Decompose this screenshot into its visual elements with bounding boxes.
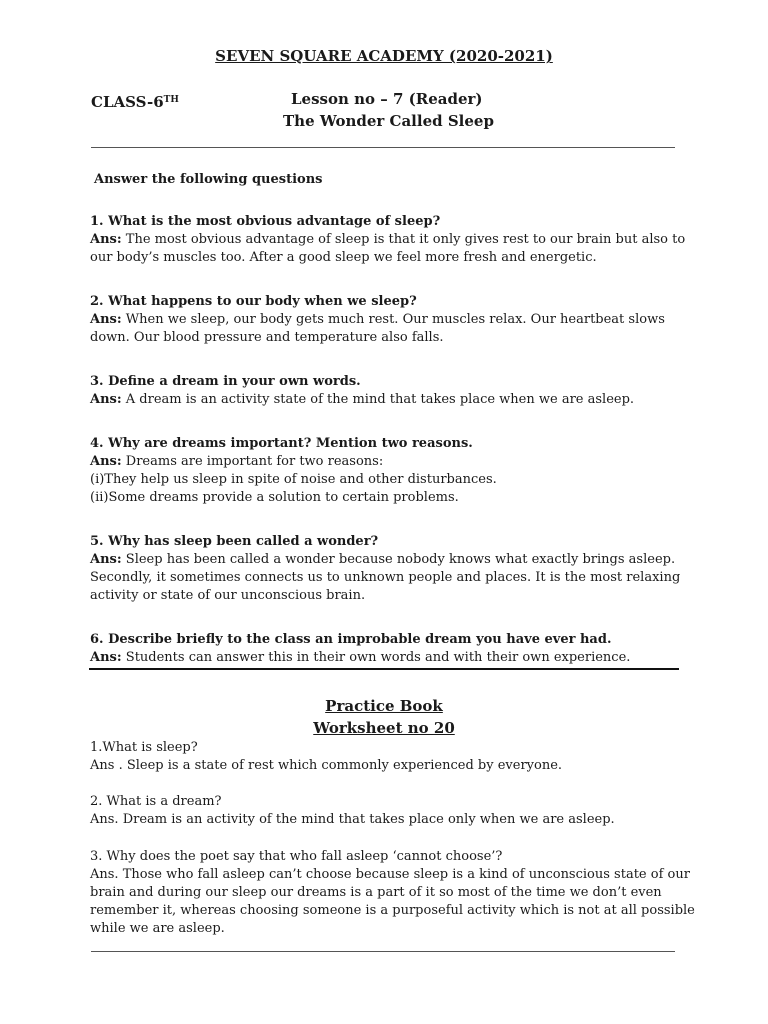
question: 1.What is sleep? <box>90 740 198 755</box>
lesson-number: Lesson no – 7 (Reader) <box>291 90 483 108</box>
qa-item <box>90 848 695 938</box>
worksheet-title: Worksheet no 20 <box>313 719 455 737</box>
question: 3. Why does the poet say that who fall asleep ‘cannot choose’? <box>90 849 503 864</box>
answer-line: (i)They help us sleep in spite of noise and other disturbances. <box>90 472 497 487</box>
qa-item <box>90 213 690 267</box>
answer-line: our body’s muscles too. After a good sleep we feel more fresh and energetic. <box>90 250 597 265</box>
practice-book-title: Practice Book <box>325 697 443 715</box>
question: 4. Why are dreams important? Mention two reasons. <box>90 436 473 451</box>
answer-line: Ans: A dream is an activity state of the mind that takes place when we are asleep. <box>90 392 635 407</box>
answer-line: remember it, whereas choosing someone is a purposeful activity which is not at all possible <box>90 903 695 918</box>
answer-line: Ans: The most obvious advantage of sleep is that it only gives rest to our brain but also to <box>90 232 686 247</box>
lesson-title: The Wonder Called Sleep <box>283 112 494 130</box>
answer-line: Ans . Sleep is a state of rest which commonly experienced by everyone. <box>90 758 563 773</box>
answer-line: (ii)Some dreams provide a solution to certain problems. <box>90 490 459 505</box>
divider <box>91 951 675 952</box>
question: 3. Define a dream in your own words. <box>90 374 361 389</box>
qa-item <box>90 739 690 775</box>
question: 1. What is the most obvious advantage of sleep? <box>90 214 441 229</box>
school-title: SEVEN SQUARE ACADEMY (2020-2021) <box>215 47 553 65</box>
qa-item <box>90 631 690 667</box>
qa-item <box>90 533 690 605</box>
answer-line: Ans. Those who fall asleep can’t choose because sleep is a kind of unconscious state of our <box>90 867 690 882</box>
answer-line: Ans: Students can answer this in their own words and with their own experience. <box>90 650 631 665</box>
answer-line: Ans: Dreams are important for two reasons: <box>90 454 384 469</box>
qa-item <box>90 293 690 347</box>
instruction: Answer the following questions <box>94 172 323 187</box>
question: 2. What happens to our body when we sleep? <box>90 294 417 309</box>
divider <box>91 147 675 148</box>
answer-line: Ans: Sleep has been called a wonder because nobody knows what exactly brings asleep. <box>90 552 676 567</box>
qa-item <box>90 435 690 507</box>
answer-line: Ans. Dream is an activity of the mind that takes place only when we are asleep. <box>90 812 615 827</box>
answer-line: Ans: When we sleep, our body gets much rest. Our muscles relax. Our heartbeat slows <box>90 312 665 327</box>
class-label: CLASS-6TH <box>91 93 179 111</box>
answer-line: activity or state of our unconscious brain. <box>90 588 366 603</box>
section-divider <box>89 668 679 670</box>
answer-line: brain and during our sleep our dreams is a part of it so most of the time we don’t even <box>90 885 662 900</box>
qa-item <box>90 793 690 829</box>
question: 6. Describe briefly to the class an improbable dream you have ever had. <box>90 632 612 647</box>
qa-item <box>90 373 690 409</box>
question: 2. What is a dream? <box>90 794 222 809</box>
answer-line: Secondly, it sometimes connects us to unknown people and places. It is the most relaxing <box>90 570 681 585</box>
answer-line: while we are asleep. <box>90 921 225 936</box>
question: 5. Why has sleep been called a wonder? <box>90 534 379 549</box>
answer-line: down. Our blood pressure and temperature also falls. <box>90 330 444 345</box>
